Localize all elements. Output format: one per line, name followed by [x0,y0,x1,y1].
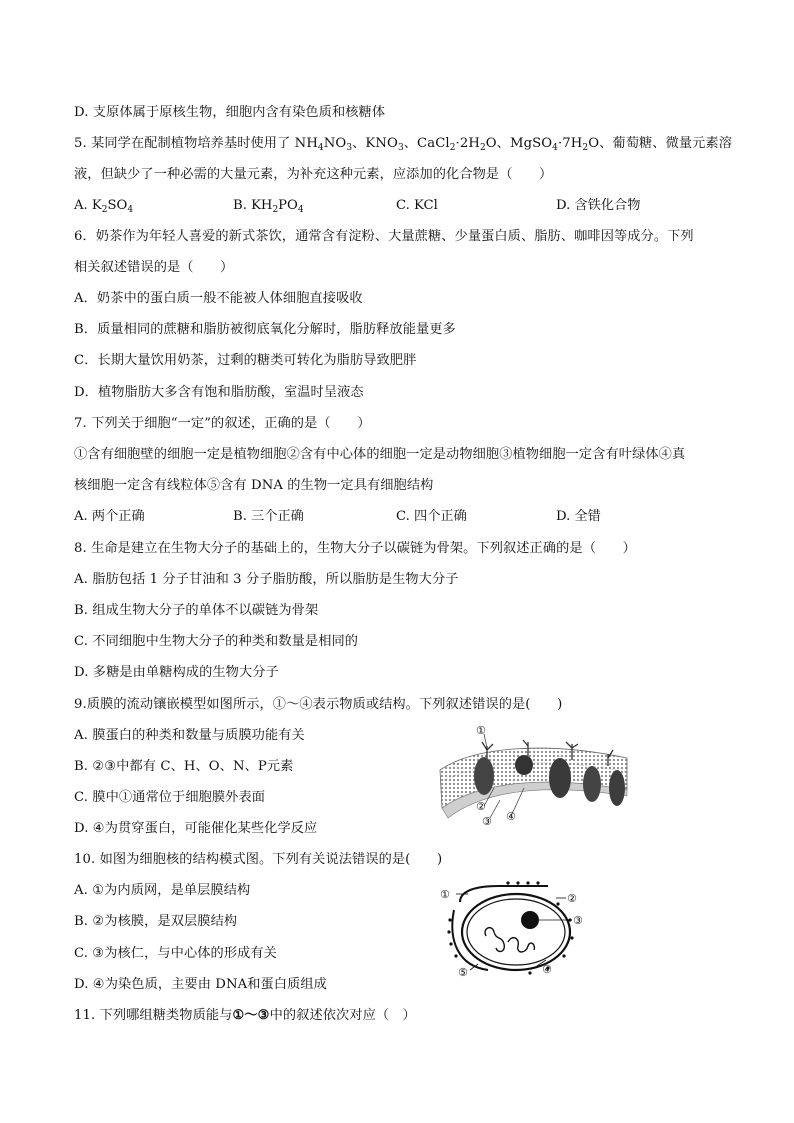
transmembrane-protein [583,766,601,802]
q9-option-a: A. 膜蛋白的种类和数量与质膜功能有关 [74,728,305,743]
q8-option-d: D. 多糖是由单糖构成的生物大分子 [74,665,279,680]
label-2: ② [476,800,486,813]
transmembrane-protein [549,758,571,798]
q4-option-d: D. 支原体属于原核生物，细胞内含有染色质和核糖体 [74,105,386,120]
q10-option-b: B. ②为核膜，是双层膜结构 [74,914,238,929]
transmembrane-protein [474,757,494,795]
q5-option-c: C. KCl [396,198,438,213]
label-4: ④ [506,810,516,823]
transmembrane-protein [609,770,625,806]
nucleus-diagram [438,880,598,980]
q6-option-a: A．奶茶中的蛋白质一般不能被人体细胞直接吸收 [74,291,363,306]
q9-option-d: D. ④为贯穿蛋白，可能催化某些化学反应 [74,821,318,836]
q5-stem-line2: 液，但缺少了一种必需的大量元素，为补充这种元素，应添加的化合物是（ ） [74,167,553,182]
nuclear-envelope [462,894,570,970]
peripheral-protein [515,755,533,775]
q6-stem-line1: 6．奶茶作为年轻人喜爱的新式茶饮，通常含有淀粉、大量蔗糖、少量蛋白质、脂肪、咖啡因等成分。下列 [74,229,694,244]
membrane-diagram [432,718,632,830]
q6-option-b: B．质量相同的蔗糖和脂肪被彻底氧化分解时，脂肪释放能量更多 [74,322,456,337]
q9-option-b: B. ②③中都有 C、H、O、N、P元素 [74,759,294,774]
label-3: ③ [482,815,492,828]
q7-stem-line1: 7. 下列关于细胞“一定”的叙述，正确的是（ ） [74,416,371,431]
q7-stem-line3: 核细胞一定含有线粒体⑤含有 DNA 的生物一定具有细胞结构 [74,478,434,493]
q10-option-d: D. ④为染色质，主要由 DNA和蛋白质组成 [74,977,327,992]
chromatin [485,928,534,952]
q7-option-b: B. 三个正确 [233,509,304,524]
q8-stem: 8. 生命是建立在生物大分子的基础上的，生物大分子以碳链为骨架。下列叙述正确的是（ ） [74,541,636,556]
label-3: ③ [573,914,583,927]
q10-option-c: C. ③为核仁，与中心体的形成有关 [74,946,277,961]
q5-stem-line1: 5. 某同学在配制植物培养基时使用了 $NH_4NO_3$、$KNO_3$、$CaCl_2\cdot 2H_2O$、$MgSO_4\cdot 7H_2O$、葡萄糖、微量元素溶 [74,136,732,153]
q8-option-c: C. 不同细胞中生物大分子的种类和数量是相同的 [74,634,359,649]
q10-stem: 10. 如图为细胞核的结构模式图。下列有关说法错误的是( ) [74,852,443,867]
q5-option-d: D. 含铁化合物 [556,198,641,213]
nucleolus [521,911,539,929]
label-1: ① [440,888,450,901]
q6-stem-line2: 相关叙述错误的是（ ） [74,260,234,275]
q7-option-c: C. 四个正确 [396,509,467,524]
q6-option-c: C．长期大量饮用奶茶，过剩的糖类可转化为脂肪导致肥胖 [74,353,417,368]
q5-option-a: A. $K_2SO_4$ [74,198,134,215]
q9-stem: 9.质膜的流动镶嵌模型如图所示，①～④表示物质或结构。下列叙述错误的是( ) [74,697,563,712]
q6-option-d: D．植物脂肪大多含有饱和脂肪酸，室温时呈液态 [74,385,364,400]
q9-option-c: C. 膜中①通常位于细胞膜外表面 [74,790,266,805]
label-5: ⑤ [458,966,468,979]
label-1: ① [476,724,486,737]
q8-option-a: A. 脂肪包括 1 分子甘油和 3 分子脂肪酸，所以脂肪是生物大分子 [74,572,459,587]
q10-option-a: A. ①为内质网，是单层膜结构 [74,883,251,898]
q7-option-a: A. 两个正确 [74,509,145,524]
label-4: ④ [542,963,552,976]
q7-option-d: D. 全错 [556,509,601,524]
q7-stem-line2: ①含有细胞壁的细胞一定是植物细胞②含有中心体的细胞一定是动物细胞③植物细胞一定含有叶绿体④真 [74,447,686,462]
q5-option-b: B. $KH_2PO_4$ [233,198,304,215]
q8-option-b: B. 组成生物大分子的单体不以碳链为骨架 [74,603,319,618]
label-2: ② [567,892,577,905]
q11-stem: 11. 下列哪组糖类物质能与①～③中的叙述依次对应（ ） [74,1008,416,1023]
